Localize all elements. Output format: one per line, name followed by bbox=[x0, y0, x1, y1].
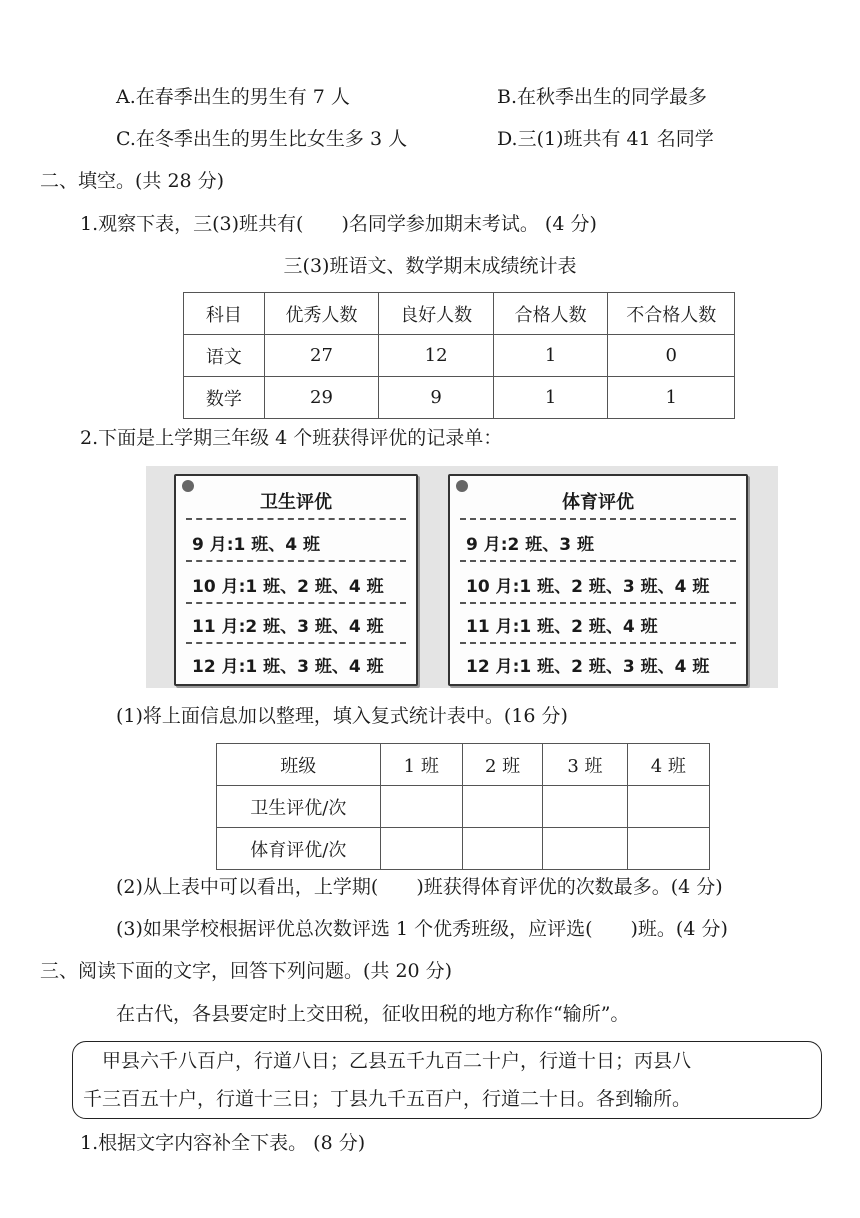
divider bbox=[186, 518, 406, 520]
blank-cell[interactable] bbox=[380, 786, 462, 828]
blank-cell[interactable] bbox=[543, 828, 627, 870]
divider bbox=[186, 560, 406, 562]
header-cell: 1 班 bbox=[380, 744, 462, 786]
passage-line: 甲县六千八百户，行道八日；乙县五千九百二十户，行道十日；丙县八 bbox=[83, 1050, 692, 1072]
table-row bbox=[184, 335, 735, 377]
table-cell: 29 bbox=[264, 377, 379, 419]
header-cell: 优秀人数 bbox=[264, 293, 379, 335]
hygiene-row: 9 月:1 班、4 班 bbox=[192, 535, 321, 555]
hygiene-row: 12 月:1 班、3 班、4 班 bbox=[192, 657, 384, 677]
hygiene-row: 10 月:1 班、2 班、4 班 bbox=[192, 577, 384, 597]
sports-row: 11 月:1 班、2 班、4 班 bbox=[466, 617, 658, 637]
table-cell: 语文 bbox=[184, 335, 265, 377]
hygiene-card-title: 卫生评优 bbox=[260, 492, 332, 513]
table-cell: 数学 bbox=[184, 377, 265, 419]
table-row bbox=[217, 786, 710, 828]
header-cell: 良好人数 bbox=[379, 293, 494, 335]
sports-card-title: 体育评优 bbox=[562, 492, 634, 513]
option-d: D.三(1)班共有 41 名同学 bbox=[497, 128, 714, 150]
header-cell: 科目 bbox=[184, 293, 265, 335]
divider bbox=[186, 602, 406, 604]
question-2-2-1: (1)将上面信息加以整理，填入复式统计表中。(16 分) bbox=[116, 705, 568, 727]
divider bbox=[460, 602, 736, 604]
header-cell: 不合格人数 bbox=[608, 293, 735, 335]
record-board bbox=[146, 466, 778, 688]
passage-line: 千三百五十户，行道十三日；丁县九千五百户，行道二十日。各到输所。 bbox=[83, 1088, 692, 1110]
sports-row: 12 月:1 班、2 班、3 班、4 班 bbox=[466, 657, 710, 677]
divider bbox=[460, 518, 736, 520]
table-row bbox=[217, 828, 710, 870]
table-row bbox=[184, 377, 735, 419]
question-2-1: 1.观察下表，三(3)班共有( )名同学参加期末考试。 (4 分) bbox=[80, 213, 597, 235]
passage-box bbox=[72, 1041, 822, 1119]
table-cell: 12 bbox=[379, 335, 494, 377]
option-a: A.在春季出生的男生有 7 人 bbox=[116, 86, 350, 108]
table-cell: 1 bbox=[608, 377, 735, 419]
question-2-2-3: (3)如果学校根据评优总次数评选 1 个优秀班级，应评选( )班。(4 分) bbox=[116, 918, 728, 940]
section3-intro: 在古代，各县要定时上交田税，征收田税的地方称作“输所”。 bbox=[116, 1003, 630, 1025]
header-cell: 合格人数 bbox=[493, 293, 608, 335]
table-cell: 1 bbox=[493, 377, 608, 419]
sports-row: 10 月:1 班、2 班、3 班、4 班 bbox=[466, 577, 710, 597]
blank-cell[interactable] bbox=[462, 786, 542, 828]
row-label: 卫生评优/次 bbox=[217, 786, 381, 828]
table-cell: 9 bbox=[379, 377, 494, 419]
header-cell: 4 班 bbox=[627, 744, 709, 786]
table-header-row bbox=[217, 744, 710, 786]
sports-row: 9 月:2 班、3 班 bbox=[466, 535, 595, 555]
blank-cell[interactable] bbox=[380, 828, 462, 870]
table-header-row bbox=[184, 293, 735, 335]
option-c: C.在冬季出生的男生比女生多 3 人 bbox=[116, 128, 408, 150]
table1-title: 三(3)班语文、数学期末成绩统计表 bbox=[283, 255, 577, 277]
header-cell: 班级 bbox=[217, 744, 381, 786]
header-cell: 2 班 bbox=[462, 744, 542, 786]
score-table bbox=[183, 292, 735, 419]
award-table bbox=[216, 743, 710, 870]
blank-cell[interactable] bbox=[543, 786, 627, 828]
table-cell: 1 bbox=[493, 335, 608, 377]
divider bbox=[460, 642, 736, 644]
option-b: B.在秋季出生的同学最多 bbox=[497, 86, 708, 108]
divider bbox=[186, 642, 406, 644]
blank-cell[interactable] bbox=[627, 786, 709, 828]
table-cell: 27 bbox=[264, 335, 379, 377]
question-2-2: 2.下面是上学期三年级 4 个班获得评优的记录单： bbox=[80, 427, 503, 449]
table-cell: 0 bbox=[608, 335, 735, 377]
header-cell: 3 班 bbox=[543, 744, 627, 786]
section3-heading: 三、阅读下面的文字，回答下列问题。(共 20 分) bbox=[40, 960, 453, 982]
blank-cell[interactable] bbox=[627, 828, 709, 870]
row-label: 体育评优/次 bbox=[217, 828, 381, 870]
question-3-1: 1.根据文字内容补全下表。 (8 分) bbox=[80, 1132, 366, 1154]
hygiene-card bbox=[174, 474, 418, 686]
sports-card bbox=[448, 474, 748, 686]
hygiene-row: 11 月:2 班、3 班、4 班 bbox=[192, 617, 384, 637]
blank-cell[interactable] bbox=[462, 828, 542, 870]
section2-heading: 二、填空。(共 28 分) bbox=[40, 170, 225, 192]
divider bbox=[460, 560, 736, 562]
question-2-2-2: (2)从上表中可以看出，上学期( )班获得体育评优的次数最多。(4 分) bbox=[116, 876, 723, 898]
